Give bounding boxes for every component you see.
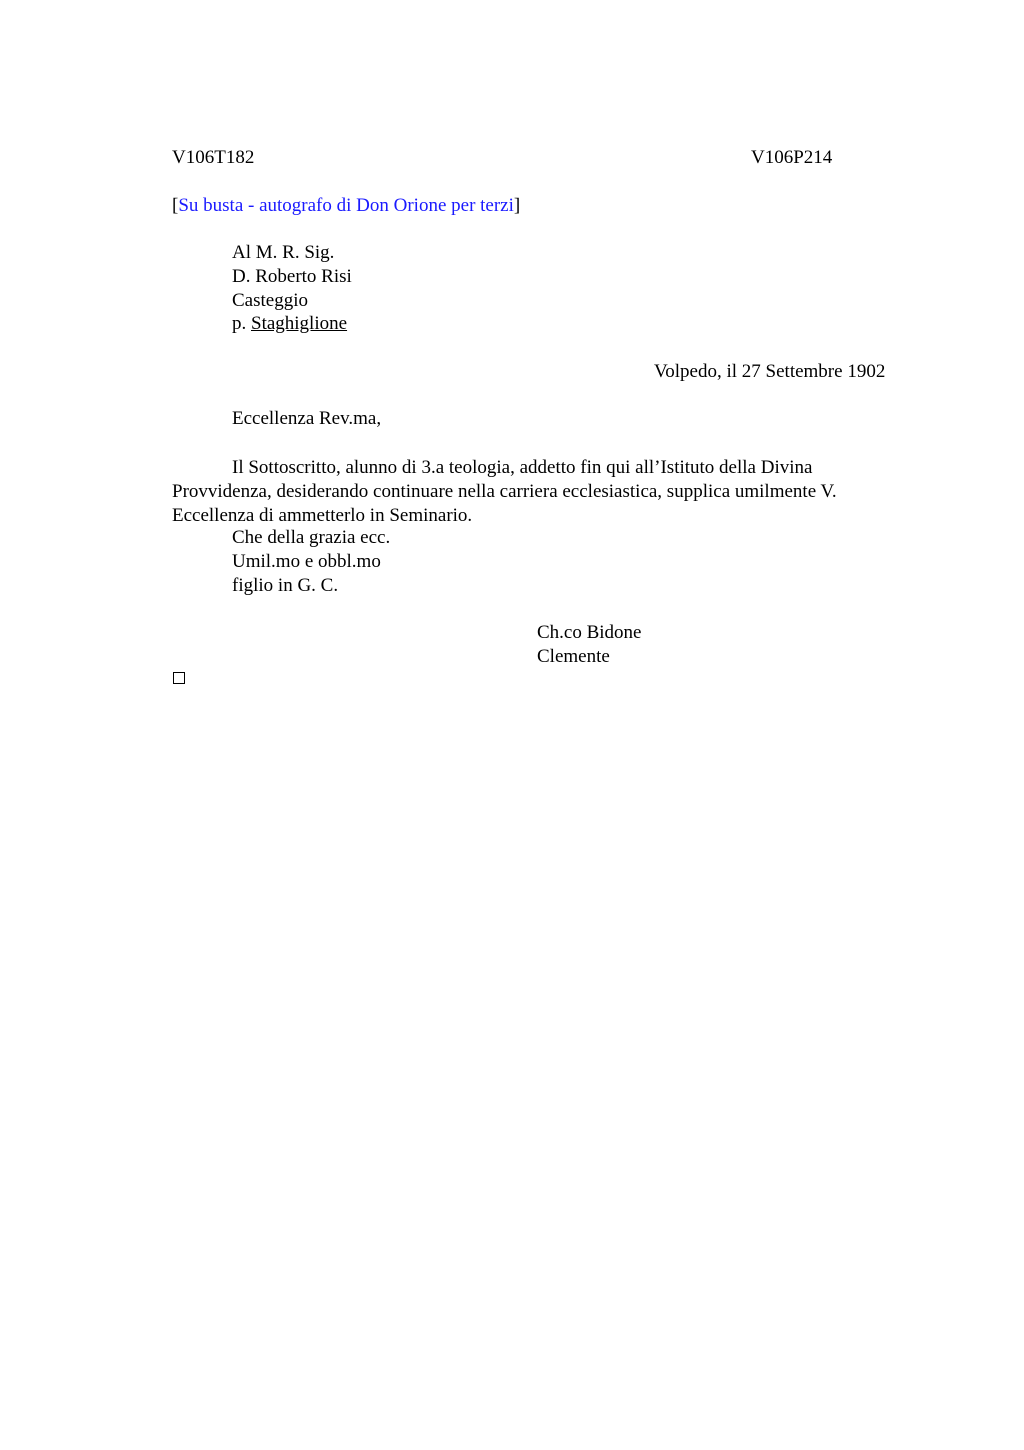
closing-line-3: figlio in G. C.	[232, 575, 339, 596]
address-line-4	[232, 312, 347, 336]
bracket-open: [	[172, 195, 179, 216]
date-line: Volpedo, il 27 Settembre 1902	[654, 361, 886, 382]
closing-line-2: Umil.mo e obbl.mo	[232, 551, 381, 572]
document-code-left: V106T182	[172, 147, 255, 168]
address-line-4-prefix: p.	[232, 313, 251, 334]
salutation: Eccellenza Rev.ma,	[232, 408, 382, 429]
address-line-1: Al M. R. Sig.	[232, 242, 335, 263]
envelope-note-text: Su busta - autografo di Don Orione per terzi	[178, 195, 514, 216]
bracket-close: ]	[513, 195, 521, 216]
address-line-3: Casteggio	[232, 290, 308, 311]
address-place: Staghiglione	[251, 313, 348, 334]
signature-line-1: Ch.co Bidone	[537, 622, 642, 643]
address-line-2: D. Roberto Risi	[232, 266, 352, 287]
signature-line-2: Clemente	[537, 646, 610, 667]
envelope-note	[172, 194, 520, 218]
body-paragraph: Il Sottoscritto, alunno di 3.a teologia, addetto fin qui all’Istituto della Divina Provvidenza, desiderando continuare nella carriera ecclesiastica, supplica umilmente V. Eccellenza di ammetterlo in Seminario.	[172, 457, 837, 526]
empty-box-symbol	[173, 672, 185, 684]
document-code-right: V106P214	[751, 147, 833, 168]
closing-line-1: Che della grazia ecc.	[232, 527, 391, 548]
